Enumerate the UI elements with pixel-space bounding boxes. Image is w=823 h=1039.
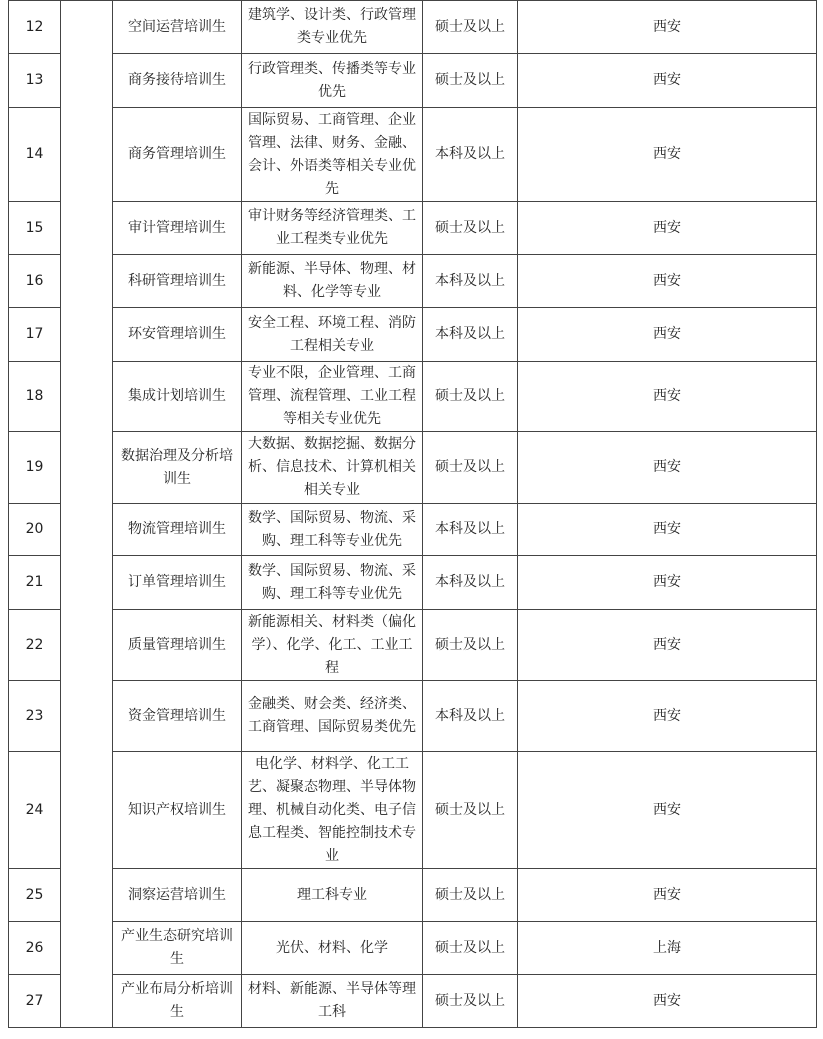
work-location: 西安 bbox=[518, 752, 817, 869]
education-requirement: 硕士及以上 bbox=[423, 752, 518, 869]
row-number: 27 bbox=[9, 975, 61, 1028]
table-row bbox=[9, 202, 817, 255]
education-requirement: 硕士及以上 bbox=[423, 54, 518, 108]
major-requirement: 行政管理类、传播类等专业优先 bbox=[242, 54, 423, 108]
row-number: 19 bbox=[9, 432, 61, 504]
education-requirement: 本科及以上 bbox=[423, 308, 518, 362]
education-requirement: 硕士及以上 bbox=[423, 922, 518, 975]
table-row bbox=[9, 681, 817, 752]
education-requirement: 硕士及以上 bbox=[423, 869, 518, 922]
table-row bbox=[9, 54, 817, 108]
work-location: 西安 bbox=[518, 975, 817, 1028]
work-location: 西安 bbox=[518, 504, 817, 556]
row-number: 20 bbox=[9, 504, 61, 556]
row-number: 22 bbox=[9, 610, 61, 681]
work-location: 西安 bbox=[518, 556, 817, 610]
row-number: 17 bbox=[9, 308, 61, 362]
work-location: 西安 bbox=[518, 362, 817, 432]
table-row bbox=[9, 308, 817, 362]
table-row bbox=[9, 869, 817, 922]
row-number: 24 bbox=[9, 752, 61, 869]
position-name: 产业生态研究培训生 bbox=[113, 922, 242, 975]
position-name: 集成计划培训生 bbox=[113, 362, 242, 432]
education-requirement: 硕士及以上 bbox=[423, 432, 518, 504]
table-row bbox=[9, 556, 817, 610]
recruitment-table bbox=[8, 0, 817, 1028]
education-requirement: 硕士及以上 bbox=[423, 1, 518, 54]
major-requirement: 建筑学、设计类、行政管理类专业优先 bbox=[242, 1, 423, 54]
work-location: 西安 bbox=[518, 54, 817, 108]
work-location: 上海 bbox=[518, 922, 817, 975]
position-name: 空间运营培训生 bbox=[113, 1, 242, 54]
row-number: 21 bbox=[9, 556, 61, 610]
major-requirement: 新能源、半导体、物理、材料、化学等专业 bbox=[242, 255, 423, 308]
major-requirement: 数学、国际贸易、物流、采购、理工科等专业优先 bbox=[242, 556, 423, 610]
education-requirement: 本科及以上 bbox=[423, 108, 518, 202]
major-requirement: 专业不限，企业管理、工商管理、流程管理、工业工程等相关专业优先 bbox=[242, 362, 423, 432]
position-name: 商务接待培训生 bbox=[113, 54, 242, 108]
work-location: 西安 bbox=[518, 1, 817, 54]
row-number: 18 bbox=[9, 362, 61, 432]
major-requirement: 金融类、财会类、经济类、工商管理、国际贸易类优先 bbox=[242, 681, 423, 752]
education-requirement: 硕士及以上 bbox=[423, 975, 518, 1028]
table-row bbox=[9, 504, 817, 556]
position-name: 环安管理培训生 bbox=[113, 308, 242, 362]
position-name: 产业布局分析培训生 bbox=[113, 975, 242, 1028]
education-requirement: 硕士及以上 bbox=[423, 362, 518, 432]
work-location: 西安 bbox=[518, 202, 817, 255]
major-requirement: 光伏、材料、化学 bbox=[242, 922, 423, 975]
table-row bbox=[9, 610, 817, 681]
table-row bbox=[9, 752, 817, 869]
table-row bbox=[9, 362, 817, 432]
education-requirement: 本科及以上 bbox=[423, 556, 518, 610]
position-name: 订单管理培训生 bbox=[113, 556, 242, 610]
education-requirement: 硕士及以上 bbox=[423, 202, 518, 255]
major-requirement: 电化学、材料学、化工工艺、凝聚态物理、半导体物理、机械自动化类、电子信息工程类、智能控制技术专业 bbox=[242, 752, 423, 869]
education-requirement: 本科及以上 bbox=[423, 255, 518, 308]
table-row bbox=[9, 922, 817, 975]
work-location: 西安 bbox=[518, 869, 817, 922]
major-requirement: 数学、国际贸易、物流、采购、理工科等专业优先 bbox=[242, 504, 423, 556]
table-row bbox=[9, 1, 817, 54]
row-number: 23 bbox=[9, 681, 61, 752]
position-name: 科研管理培训生 bbox=[113, 255, 242, 308]
position-name: 审计管理培训生 bbox=[113, 202, 242, 255]
major-requirement: 新能源相关、材料类（偏化学）、化学、化工、工业工程 bbox=[242, 610, 423, 681]
major-requirement: 审计财务等经济管理类、工业工程类专业优先 bbox=[242, 202, 423, 255]
work-location: 西安 bbox=[518, 432, 817, 504]
row-number: 26 bbox=[9, 922, 61, 975]
row-number: 13 bbox=[9, 54, 61, 108]
table-body bbox=[9, 1, 817, 1028]
row-number: 14 bbox=[9, 108, 61, 202]
work-location: 西安 bbox=[518, 308, 817, 362]
row-number: 12 bbox=[9, 1, 61, 54]
table-row bbox=[9, 975, 817, 1028]
table-row bbox=[9, 432, 817, 504]
major-requirement: 国际贸易、工商管理、企业管理、法律、财务、金融、会计、外语类等相关专业优先 bbox=[242, 108, 423, 202]
work-location: 西安 bbox=[518, 610, 817, 681]
position-name: 洞察运营培训生 bbox=[113, 869, 242, 922]
row-number: 25 bbox=[9, 869, 61, 922]
work-location: 西安 bbox=[518, 681, 817, 752]
work-location: 西安 bbox=[518, 108, 817, 202]
position-name: 物流管理培训生 bbox=[113, 504, 242, 556]
table-row bbox=[9, 108, 817, 202]
position-name: 数据治理及分析培训生 bbox=[113, 432, 242, 504]
major-requirement: 材料、新能源、半导体等理工科 bbox=[242, 975, 423, 1028]
position-name: 资金管理培训生 bbox=[113, 681, 242, 752]
table-row bbox=[9, 255, 817, 308]
education-requirement: 硕士及以上 bbox=[423, 610, 518, 681]
education-requirement: 本科及以上 bbox=[423, 504, 518, 556]
position-name: 知识产权培训生 bbox=[113, 752, 242, 869]
row-number: 15 bbox=[9, 202, 61, 255]
major-requirement: 大数据、数据挖掘、数据分析、信息技术、计算机相关相关专业 bbox=[242, 432, 423, 504]
education-requirement: 本科及以上 bbox=[423, 681, 518, 752]
major-requirement: 安全工程、环境工程、消防工程相关专业 bbox=[242, 308, 423, 362]
merged-category-cell bbox=[61, 1, 113, 1028]
work-location: 西安 bbox=[518, 255, 817, 308]
major-requirement: 理工科专业 bbox=[242, 869, 423, 922]
position-name: 质量管理培训生 bbox=[113, 610, 242, 681]
row-number: 16 bbox=[9, 255, 61, 308]
position-name: 商务管理培训生 bbox=[113, 108, 242, 202]
